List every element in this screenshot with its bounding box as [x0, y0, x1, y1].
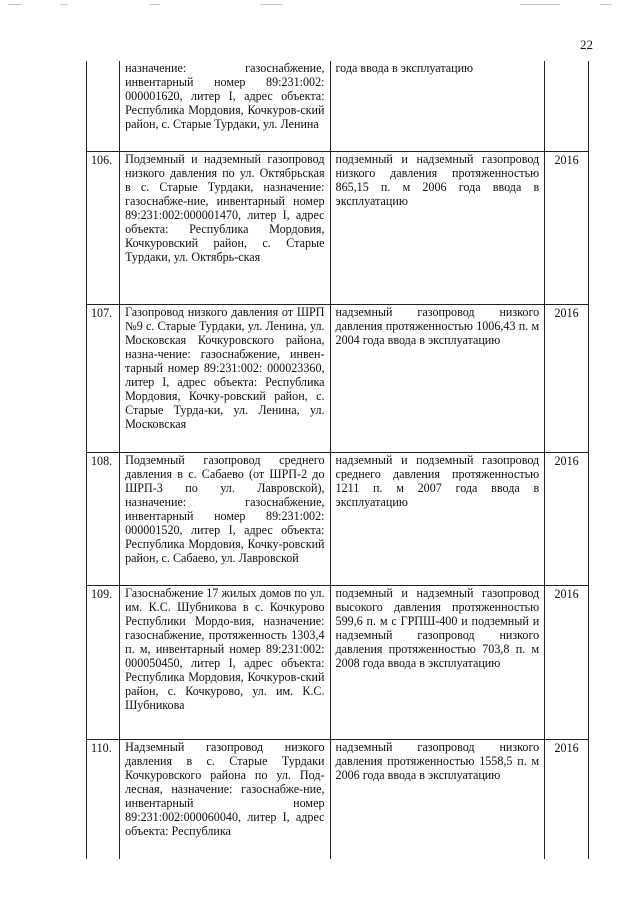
year-cell: 2016	[545, 151, 589, 304]
row-number: 108.	[87, 452, 120, 585]
year-cell	[545, 61, 589, 151]
object-name-cell: Надземный газопровод низкого давления в с. Старые Турдаки Кочкуровского района по ул. Под-лесная, назначение: газоснабже-ние, инвентарный номер 89:231:002:000060040, литер I, адрес объекта: Республика	[120, 739, 330, 859]
table-row	[87, 585, 589, 739]
year-cell: 2016	[545, 739, 589, 859]
property-registry-table	[86, 61, 589, 859]
year-cell: 2016	[545, 452, 589, 585]
object-description-cell: подземный и надземный газопровод высокого давления протяженностью 599,6 п. м с ГРПШ-400 и подземный и надземный газопровод низкого давления протяженностью 703,8 п. м 2008 года ввода в эксплуатацию	[330, 585, 545, 739]
row-number	[87, 61, 120, 151]
object-name-cell: Подземный газопровод среднего давления в с. Сабаево (от ШРП-2 до ШРП-3 по ул. Лавровской), назначение: газоснабжение, инвентарный номер 89:231:002: 000001520, литер I, адрес объекта: Республика Мордовия, Кочку-ровский район, с. Сабаево, ул. Лавровской	[120, 452, 330, 585]
scan-edge-marks	[0, 0, 640, 12]
object-name-cell: Газопровод низкого давления от ШРП №9 с. Старые Турдаки, ул. Ленина, ул. Московская Кочкуровского района, назна-чение: газоснабжение, инвен-тарный номер 89:231:002: 000023360, литер I, адрес объекта: Республика Мордовия, Кочку-ровский район, с. Старые Турда-ки, ул. Ленина, ул. Московская	[120, 304, 330, 452]
row-number: 109.	[87, 585, 120, 739]
row-number: 106.	[87, 151, 120, 304]
object-name-cell: Подземный и надземный газопровод низкого давления по ул. Октябрьская в с. Старые Турдаки, назначение: газоснабже-ние, инвентарный номер 89:231:002:000001470, литер I, адрес объекта: Республика Мордовия, Кочкуровский район, с. Старые Турдаки, ул. Октябрь-ская	[120, 151, 330, 304]
page-number: 22	[580, 37, 593, 52]
table-row	[87, 304, 589, 452]
object-description-cell: года ввода в эксплуатацию	[330, 61, 545, 151]
object-description-cell: надземный газопровод низкого давления протяженностью 1006,43 п. м 2004 года ввода в эксплуатацию	[330, 304, 545, 452]
row-number: 110.	[87, 739, 120, 859]
table-row	[87, 151, 589, 304]
object-name-cell: назначение: газоснабжение, инвентарный номер 89:231:002: 000001620, литер I, адрес объекта: Республика Мордовия, Кочкуров-ский район, с. Старые Турдаки, ул. Ленина	[120, 61, 330, 151]
table-row	[87, 61, 589, 151]
row-number: 107.	[87, 304, 120, 452]
table-row	[87, 452, 589, 585]
object-description-cell: надземный и подземный газопровод среднего давления протяженностью 1211 п. м 2007 года ввода в эксплуатацию	[330, 452, 545, 585]
table-row	[87, 739, 589, 859]
object-description-cell: подземный и надземный газопровод низкого давления протяженностью 865,15 п. м 2006 года ввода в эксплуатацию	[330, 151, 545, 304]
year-cell: 2016	[545, 304, 589, 452]
year-cell: 2016	[545, 585, 589, 739]
object-description-cell: надземный газопровод низкого давления протяженностью 1558,5 п. м 2006 года ввода в эксплуатацию	[330, 739, 545, 859]
object-name-cell: Газоснабжение 17 жилых домов по ул. им. К.С. Шубникова в с. Кочкурово Республики Мордо-вия, назначение: газоснабжение, протяженность 1303,4 п. м, инвентарный номер 89:231:002: 000050450, литер I, адрес объекта: Республика Мордовия, Кочкуров-ский район, с. Кочкурово, ул. им. К.С. Шубникова	[120, 585, 330, 739]
